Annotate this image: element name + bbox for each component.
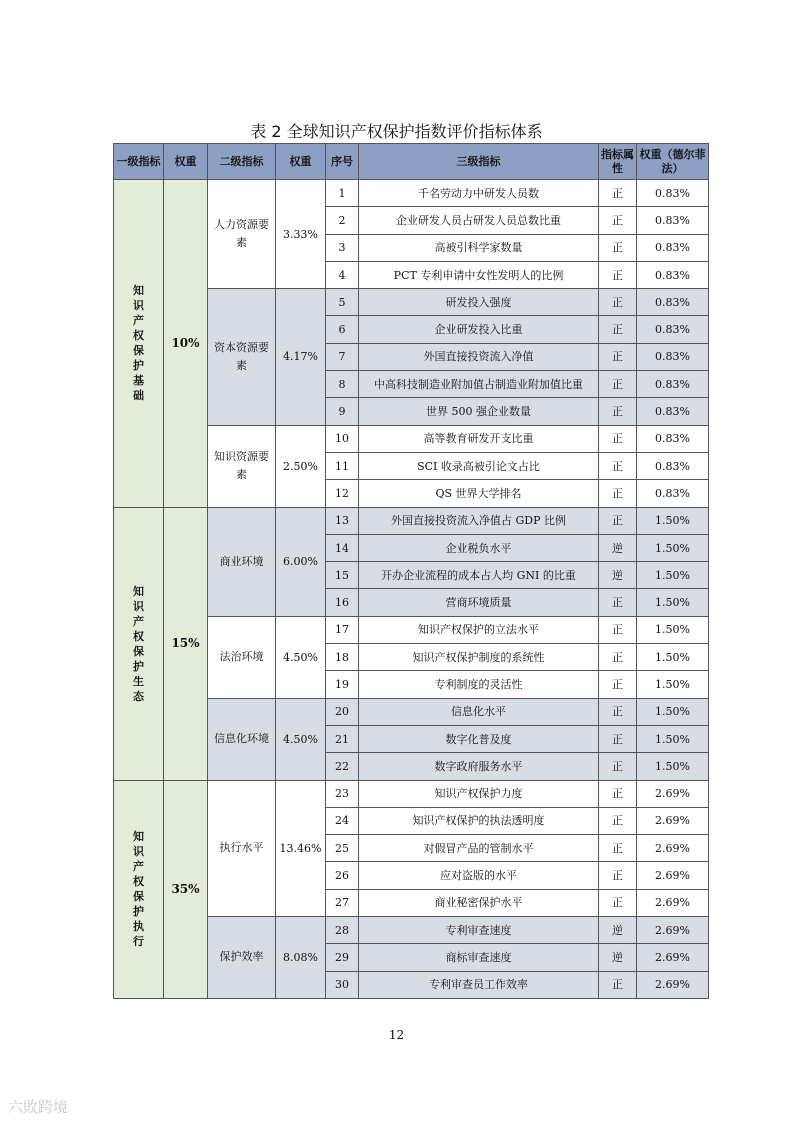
row-attr: 正 [599,644,637,671]
row-seq: 23 [326,780,359,807]
level2-weight: 3.33% [276,180,326,289]
row-attr: 逆 [599,917,637,944]
row-weight: 1.50% [637,725,709,752]
row-attr: 正 [599,698,637,725]
level2-indicator: 执行水平 [208,780,276,916]
row-seq: 30 [326,971,359,998]
row-weight: 1.50% [637,562,709,589]
row-weight: 1.50% [637,644,709,671]
header-level1: 一级指标 [114,144,164,180]
row-seq: 20 [326,698,359,725]
row-weight: 0.83% [637,343,709,370]
row-weight: 2.69% [637,971,709,998]
row-weight: 2.69% [637,780,709,807]
level2-weight: 6.00% [276,507,326,616]
row-seq: 25 [326,835,359,862]
row-attr: 正 [599,371,637,398]
level1-indicator [114,507,164,780]
row-seq: 28 [326,917,359,944]
row-seq: 22 [326,753,359,780]
row-seq: 8 [326,371,359,398]
row-weight: 0.83% [637,452,709,479]
row-indicator: 企业研发人员占研发人员总数比重 [359,207,599,234]
level2-indicator: 信息化环境 [208,698,276,780]
row-attr: 正 [599,589,637,616]
row-seq: 21 [326,725,359,752]
row-seq: 2 [326,207,359,234]
level2-indicator: 资本资源要素 [208,289,276,425]
table-row [114,507,709,534]
row-attr: 逆 [599,534,637,561]
row-weight: 2.69% [637,835,709,862]
row-indicator: 千名劳动力中研发人员数 [359,180,599,207]
row-seq: 3 [326,234,359,261]
table-row [114,180,709,207]
level1-indicator-label: 知识产权保护基础 [133,284,144,403]
row-attr: 逆 [599,562,637,589]
row-weight: 2.69% [637,944,709,971]
row-seq: 27 [326,889,359,916]
row-seq: 10 [326,425,359,452]
row-attr: 正 [599,261,637,288]
header-weight1: 权重 [164,144,208,180]
level2-indicator: 人力资源要素 [208,180,276,289]
row-weight: 2.69% [637,917,709,944]
level2-weight: 4.50% [276,698,326,780]
row-seq: 14 [326,534,359,561]
row-weight: 0.83% [637,425,709,452]
row-seq: 1 [326,180,359,207]
row-attr: 正 [599,889,637,916]
row-attr: 正 [599,507,637,534]
row-indicator: 专利制度的灵活性 [359,671,599,698]
row-indicator: PCT 专利申请中女性发明人的比例 [359,261,599,288]
row-weight: 2.69% [637,862,709,889]
row-attr: 正 [599,835,637,862]
row-weight: 0.83% [637,207,709,234]
row-indicator: 知识产权保护制度的系统性 [359,644,599,671]
row-attr: 正 [599,862,637,889]
row-weight: 0.83% [637,289,709,316]
row-seq: 17 [326,616,359,643]
row-weight: 1.50% [637,698,709,725]
row-attr: 正 [599,425,637,452]
row-seq: 24 [326,807,359,834]
row-attr: 正 [599,725,637,752]
row-indicator: 商标审查速度 [359,944,599,971]
level2-indicator: 知识资源要素 [208,425,276,507]
header-weight3: 权重（德尔菲法） [637,144,709,180]
row-weight: 0.83% [637,480,709,507]
level2-weight: 4.50% [276,616,326,698]
row-weight: 1.50% [637,507,709,534]
row-indicator: QS 世界大学排名 [359,480,599,507]
row-indicator: 专利审查员工作效率 [359,971,599,998]
row-weight: 0.83% [637,261,709,288]
row-indicator: 知识产权保护的执法透明度 [359,807,599,834]
row-seq: 11 [326,452,359,479]
row-attr: 正 [599,780,637,807]
row-indicator: 商业秘密保护水平 [359,889,599,916]
level2-indicator: 商业环境 [208,507,276,616]
level1-indicator [114,780,164,998]
row-attr: 正 [599,616,637,643]
row-indicator: 高等教育研发开支比重 [359,425,599,452]
row-attr: 逆 [599,944,637,971]
row-seq: 13 [326,507,359,534]
row-weight: 1.50% [637,589,709,616]
table-row [114,780,709,807]
row-attr: 正 [599,398,637,425]
row-indicator: SCI 收录高被引论文占比 [359,452,599,479]
row-seq: 6 [326,316,359,343]
row-weight: 0.83% [637,316,709,343]
row-seq: 26 [326,862,359,889]
row-attr: 正 [599,753,637,780]
row-indicator: 知识产权保护力度 [359,780,599,807]
row-indicator: 外国直接投资流入净值 [359,343,599,370]
row-seq: 18 [326,644,359,671]
row-weight: 0.83% [637,234,709,261]
row-indicator: 专利审查速度 [359,917,599,944]
level2-weight: 8.08% [276,917,326,999]
header-level3: 三级指标 [359,144,599,180]
row-attr: 正 [599,671,637,698]
row-seq: 16 [326,589,359,616]
row-seq: 19 [326,671,359,698]
row-weight: 0.83% [637,180,709,207]
row-attr: 正 [599,343,637,370]
row-indicator: 外国直接投资流入净值占 GDP 比例 [359,507,599,534]
row-seq: 29 [326,944,359,971]
row-weight: 1.50% [637,671,709,698]
row-indicator: 企业税负水平 [359,534,599,561]
row-weight: 2.69% [637,889,709,916]
row-seq: 4 [326,261,359,288]
row-weight: 0.83% [637,398,709,425]
row-indicator: 企业研发投入比重 [359,316,599,343]
row-attr: 正 [599,316,637,343]
level1-indicator-label: 知识产权保护执行 [133,830,144,949]
level1-weight: 15% [164,507,208,780]
row-indicator: 开办企业流程的成本占人均 GNI 的比重 [359,562,599,589]
row-seq: 9 [326,398,359,425]
row-indicator: 数字政府服务水平 [359,753,599,780]
row-weight: 0.83% [637,371,709,398]
row-seq: 12 [326,480,359,507]
row-attr: 正 [599,207,637,234]
level2-weight: 13.46% [276,780,326,916]
indicator-table [113,143,709,999]
row-attr: 正 [599,971,637,998]
row-weight: 1.50% [637,616,709,643]
row-indicator: 世界 500 强企业数量 [359,398,599,425]
row-indicator: 数字化普及度 [359,725,599,752]
row-indicator: 应对盗版的水平 [359,862,599,889]
row-indicator: 中高科技制造业附加值占制造业附加值比重 [359,371,599,398]
watermark: 六敗跨境 [8,1098,69,1116]
row-seq: 7 [326,343,359,370]
table-body [114,180,709,999]
header-attr: 指标属性 [599,144,637,180]
table-header [114,144,709,180]
row-attr: 正 [599,234,637,261]
row-attr: 正 [599,180,637,207]
level2-weight: 4.17% [276,289,326,425]
row-indicator: 知识产权保护的立法水平 [359,616,599,643]
header-level2: 二级指标 [208,144,276,180]
row-seq: 15 [326,562,359,589]
level1-weight: 10% [164,180,208,508]
row-indicator: 研发投入强度 [359,289,599,316]
row-weight: 2.69% [637,807,709,834]
header-seq: 序号 [326,144,359,180]
row-weight: 1.50% [637,753,709,780]
level1-indicator [114,180,164,508]
level2-indicator: 法治环境 [208,616,276,698]
row-indicator: 信息化水平 [359,698,599,725]
level2-weight: 2.50% [276,425,326,507]
level1-weight: 35% [164,780,208,998]
level2-indicator: 保护效率 [208,917,276,999]
row-attr: 正 [599,452,637,479]
row-weight: 1.50% [637,534,709,561]
row-attr: 正 [599,480,637,507]
row-attr: 正 [599,807,637,834]
row-indicator: 高被引科学家数量 [359,234,599,261]
row-seq: 5 [326,289,359,316]
header-weight2: 权重 [276,144,326,180]
row-attr: 正 [599,289,637,316]
page-number: 12 [388,1028,405,1042]
row-indicator: 营商环境质量 [359,589,599,616]
level1-indicator-label: 知识产权保护生态 [133,584,144,703]
row-indicator: 对假冒产品的管制水平 [359,835,599,862]
table-title: 表 2 全球知识产权保护指数评价指标体系 [250,122,543,141]
